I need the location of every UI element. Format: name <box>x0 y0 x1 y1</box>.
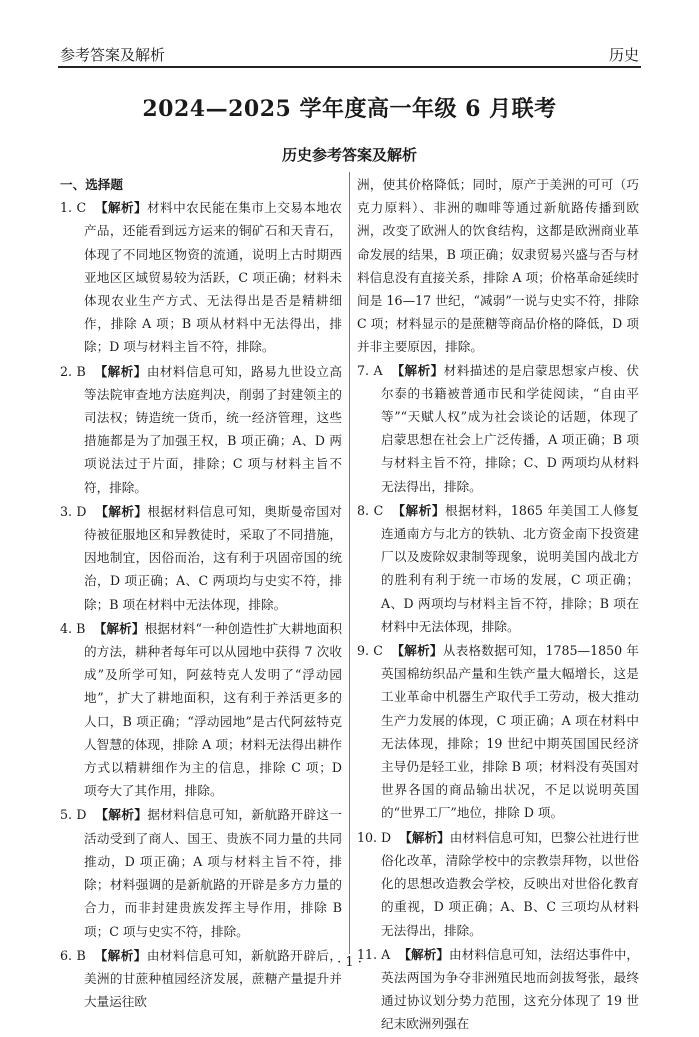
analysis-tag: 【解析】 <box>94 947 147 963</box>
analysis-text: 由材料信息可知，法绍达事件中，英法两国为争夺非洲殖民地而剑拔弩张，最终通过协议划分势力范围，这充分体现了 19 世纪末欧洲列强在 <box>381 946 639 1032</box>
page-number: · 1 · <box>337 955 362 970</box>
analysis-tag: 【解析】 <box>93 620 145 636</box>
answer-number: 9. C <box>357 643 383 659</box>
analysis-tag: 【解析】 <box>398 946 450 962</box>
answer-item <box>60 196 342 358</box>
left-column <box>60 173 342 1014</box>
analysis-tag: 【解析】 <box>94 200 148 216</box>
answer-6-continuation: 洲，使其价格降低；同时，原产于美洲的可可（巧克力原料）、非洲的咖啡等通过新航路传播到欧洲，改变了欧洲人的饮食结构，这都是欧洲商业革命发展的结果，B 项正确；奴隶贸易兴盛与否与材料信息没有直接关系，排除 A 项；价格革命延续时间是 16—17 世纪，“减弱”一说与史实不符，排除 C 项；材料显示的是蔗糖等商品价格的降低，D 项并非主要原因，排除。 <box>357 177 639 355</box>
analysis-text: 据材料信息可知，新航路开辟这一活动受到了商人、国王、贵族不同力量的共同推动，D 项正确；A 项与材料主旨不符，排除；材料强调的是新航路的开辟是多方力量的合力，而非封建贵族发挥主导作用，排除 B 项；C 项与史实不符，排除。 <box>84 807 343 939</box>
answer-number: 10. D <box>357 829 392 845</box>
answer-number: 3. D <box>60 503 87 519</box>
header-subject-label: 历史 <box>608 46 639 64</box>
answer-item <box>60 500 342 616</box>
column-divider <box>349 172 350 954</box>
analysis-tag: 【解析】 <box>95 807 148 823</box>
analysis-tag: 【解析】 <box>94 363 147 379</box>
analysis-tag: 【解析】 <box>95 503 148 519</box>
answer-number: 1. C <box>60 200 87 216</box>
answer-item <box>60 360 342 499</box>
analysis-tag: 【解析】 <box>392 502 446 518</box>
analysis-text: 根据材料，1865 年美国工人修复连通南方与北方的铁轨、北方资金南下投资建厂以及废除奴隶制等现象，说明美国内战北方的胜利有利于统一市场的发展，C 项正确；A、D 两项均与材料主旨不符，排除；B 项在材料中无法体现，排除。 <box>381 502 640 634</box>
section-heading: 一、选择题 <box>60 177 123 192</box>
page-header <box>60 40 639 64</box>
answer-item <box>60 617 342 803</box>
analysis-tag: 【解析】 <box>399 829 450 845</box>
exam-title: 2024—2025 学年度高一年级 6 月联考 <box>142 96 557 122</box>
analysis-text: 由材料信息可知，路易九世设立高等法院审查地方法庭判决，削弱了封建领主的司法权；铸造统一货币，统一经济管理，这些措施都是为了加强王权，B 项正确；A、D 两项说法过于片面，排除；C 项与材料主旨不符，排除。 <box>84 363 343 495</box>
answer-item <box>357 359 639 498</box>
analysis-text: 从表格数据可知，1785—1850 年英国棉纺织品产量和生铁产量大幅增长，这是工业革命中机器生产取代手工劳动，极大推动生产力发展的体现，C 项正确；A 项在材料中无法体现，排除；19 世纪中期英国国民经济主导仍是轻工业，排除 B 项；材料没有英国对世界各国的商品输出状况，不足以说明英国的“世界工厂”地位，排除 D 项。 <box>381 643 640 821</box>
answer-number: 5. D <box>60 807 87 823</box>
answer-number: 2. B <box>60 363 86 379</box>
analysis-tag: 【解析】 <box>391 362 444 378</box>
answer-number: 8. C <box>357 502 384 518</box>
analysis-text: 根据材料“一种创造性扩大耕地面积的方法，耕种者每年可以从园地中获得 7 次收成”及所学可知，阿兹特克人发明了“浮动园地”，扩大了耕地面积，这有利于养活更多的人口，B 项正确；“浮动园地”是古代阿兹特克人智慧的体现，排除 A 项；材料无法得出耕作方式以精耕细作为主的信息，排除 C 项；D 项夸大了其作用，排除。 <box>84 620 342 799</box>
header-left-label: 参考答案及解析 <box>60 46 166 64</box>
answer-number: 7. A <box>357 362 383 378</box>
right-column <box>357 173 639 1037</box>
answer-item <box>60 803 342 942</box>
answer-item <box>357 826 639 942</box>
answer-key-subtitle: 历史参考答案及解析 <box>281 146 417 164</box>
right-answer-list <box>357 359 639 1036</box>
answer-number: 6. B <box>60 947 86 963</box>
answer-item <box>357 639 639 825</box>
analysis-text: 材料中农民能在集市上交易本地农产品，还能看到远方运来的铜矿石和天青石，体现了不同地区物资的流通，说明上古时期西亚地区区域贸易较为活跃，C 项正确；材料未体现农业生产方式、无法得出是否是精耕细作，排除 A 项；B 项从材料中无法得出，排除；D 项与材料主旨不符，排除。 <box>84 200 343 355</box>
analysis-text: 根据材料信息可知，奥斯曼帝国对待被征服地区和异教徒时，采取了不同措施，因地制宜，因俗而治，这有利于巩固帝国的统治，D 项正确；A、C 两项均与史实不符，排除；B 项在材料中无法体现，排除。 <box>84 503 343 612</box>
analysis-text: 由材料信息可知，新航路开辟后，美洲的甘蔗种植园经济发展，蔗糖产量提升并大量运往欧 <box>84 947 343 1010</box>
analysis-text: 材料描述的是启蒙思想家卢梭、伏尔泰的书籍被普通市民和学徒阅读，“自由平等”“天赋人权”成为社会谈论的话题，体现了启蒙思想在社会上广泛传播，A 项正确；B 项与材料主旨不符，排除；C、D 两项均从材料无法得出，排除。 <box>381 362 639 494</box>
analysis-text: 由材料信息可知，巴黎公社进行世俗化改革，清除学校中的宗教崇拜物，以世俗化的思想改造教会学校，反映出对世俗化教育的重视，D 项正确；A、B、C 三项均从材料无法得出，排除。 <box>381 829 639 938</box>
answer-number: 11. A <box>357 946 391 962</box>
header-rule <box>58 66 641 68</box>
analysis-tag: 【解析】 <box>391 643 443 659</box>
answer-item <box>357 499 639 638</box>
answer-number: 4. B <box>60 620 86 636</box>
left-answer-list <box>60 196 342 1013</box>
